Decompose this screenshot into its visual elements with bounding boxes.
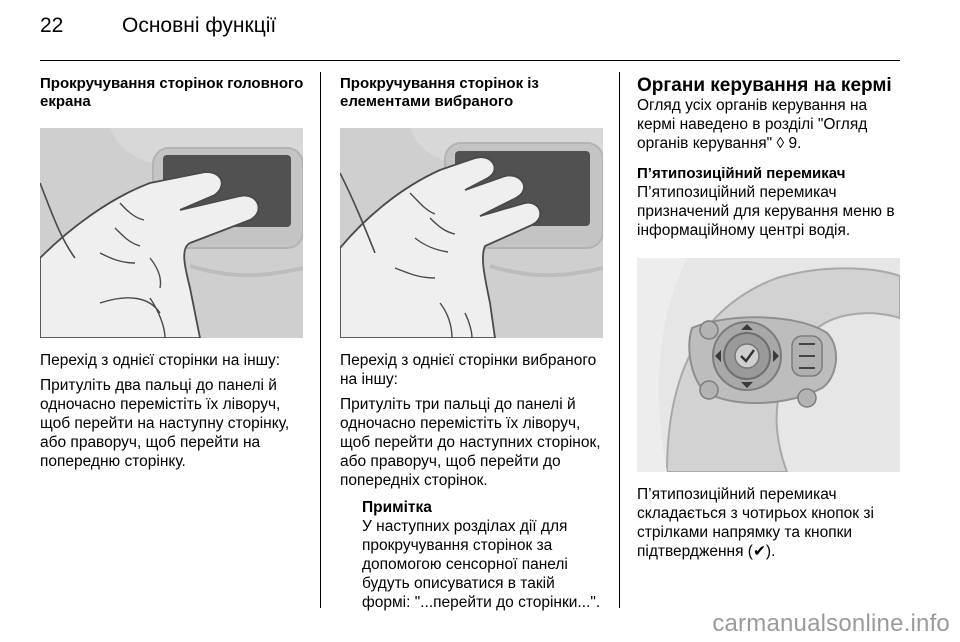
subheading-five-way-switch: П’ятипозиційний перемикач xyxy=(637,165,846,182)
caption-five-way-switch: П’ятипозиційний перемикач складається з чотирьох кнопок зі стрілками напрямку та кнопки підтвердження (✔). xyxy=(637,486,874,560)
section-title: Основні функції xyxy=(122,14,277,37)
heading-favorites-scroll: Прокручування сторінок із елементами вибраного xyxy=(340,75,539,110)
heading-home-scroll: Прокручування сторінок головного екрана xyxy=(40,75,304,110)
column-1 xyxy=(40,75,305,471)
caption-two-finger: Перехід з однієї сторінки на іншу: xyxy=(40,352,281,369)
steering-wheel-icon xyxy=(637,258,900,472)
two-finger-swipe-illustration xyxy=(40,128,303,338)
footer-watermark: carmanualsonline.info xyxy=(712,610,950,637)
three-finger-swipe-illustration xyxy=(340,128,603,338)
heading-steering-controls: Органи керування на кермі xyxy=(637,75,892,96)
column-divider-1 xyxy=(320,72,321,608)
page-number: 22 xyxy=(40,14,64,37)
body-two-finger: Притуліть два пальці до панелі й одночасно перемістіть їх ліворуч, щоб перейти на наступну сторінку, або праворуч, щоб перейти на попередню сторінку. xyxy=(40,377,290,470)
note-body: У наступних розділах дії для прокручування сторінок за допомогою сенсорної панелі будуть описуватися в такій формі: "...перейти до сторінки...". xyxy=(362,518,601,611)
column-3 xyxy=(637,75,905,561)
two-finger-swipe-icon xyxy=(40,128,303,338)
header-divider xyxy=(40,60,900,61)
column-divider-2 xyxy=(619,72,620,608)
body-five-way-switch: П’ятипозиційний перемикач призначений для керування меню в інформаційному центрі водія. xyxy=(637,184,895,239)
page-header xyxy=(40,14,276,44)
intro-steering-controls: Огляд усіх органів керування на кермі наведено в розділі "Огляд органів керування" ◊ 9. xyxy=(637,97,868,152)
caption-three-finger: Перехід з однієї сторінки вибраного на іншу: xyxy=(340,352,597,388)
three-finger-swipe-icon xyxy=(340,128,603,338)
column-2 xyxy=(340,75,605,612)
body-three-finger: Притуліть три пальці до панелі й одночасно перемістіть їх ліворуч, щоб перейти до наступних сторінок, або праворуч, щоб перейти до попередніх сторінок. xyxy=(340,396,601,489)
note-title: Примітка xyxy=(362,499,432,516)
steering-wheel-controls-illustration xyxy=(637,258,900,472)
note-box xyxy=(340,498,605,612)
